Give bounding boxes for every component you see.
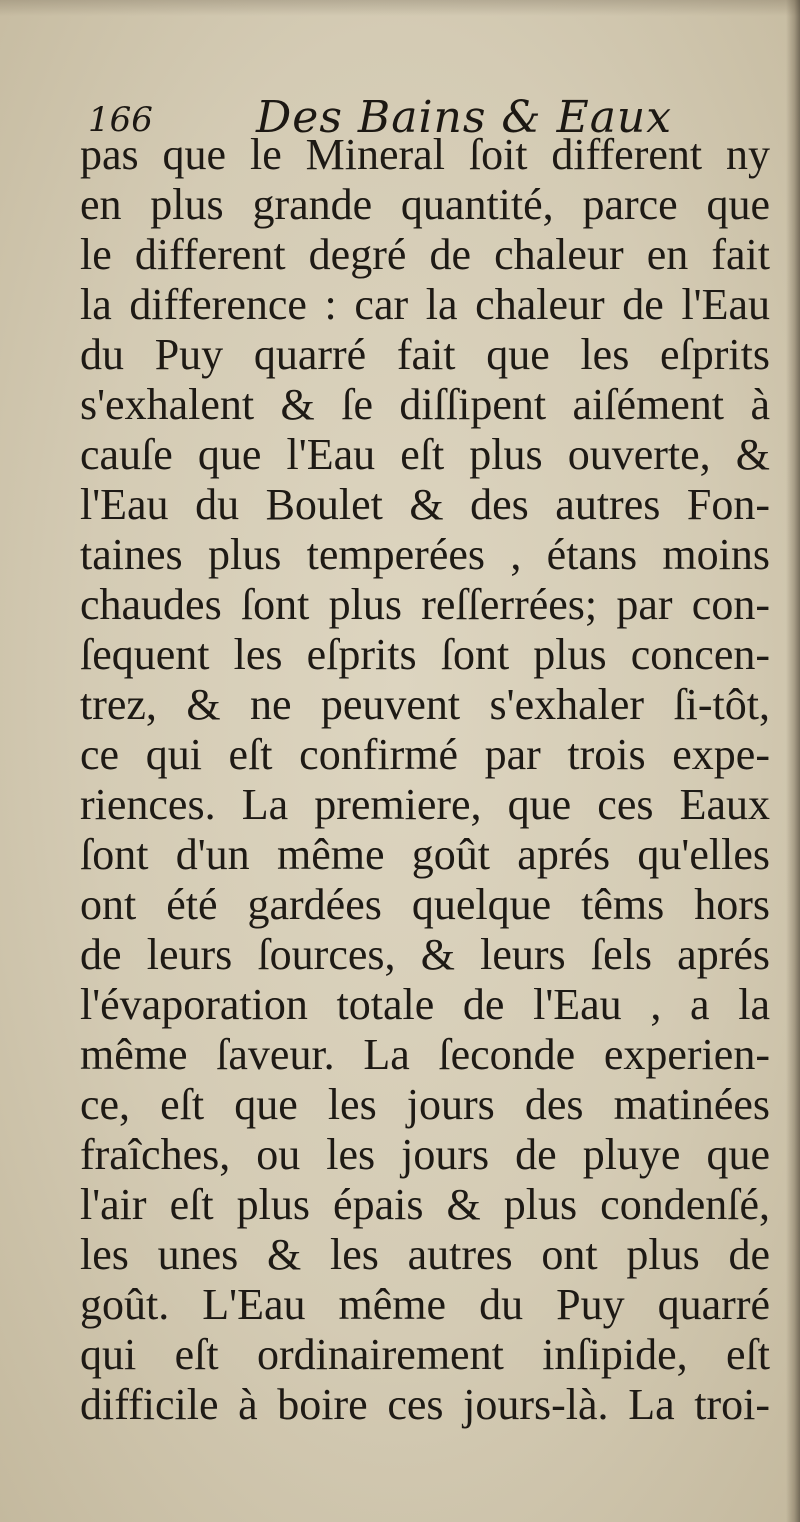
text-line: fraîches, ou les jours de pluye que [80,1130,770,1179]
text-line: ſont d'un même goût aprés qu'elles [80,830,770,879]
page-top-shadow [0,0,800,16]
text-line: de leurs ſources, & leurs ſels aprés [80,930,770,979]
text-line: le different degré de chaleur en fait [80,230,770,279]
text-line: la difference : car la chaleur de l'Eau [80,280,770,329]
text-line: trez, & ne peuvent s'exhaler ſi-tôt, [80,680,770,729]
text-line: chaudes ſont plus reſſerrées; par con- [80,580,770,629]
text-line: taines plus temperées , étans moins [80,530,770,579]
text-line: difficile à boire ces jours-là. La troi- [80,1380,770,1429]
page-number: 166 [88,100,153,140]
page-binding-edge [786,0,800,1522]
text-line: l'évaporation totale de l'Eau , a la [80,980,770,1029]
text-line: ce qui eſt confirmé par trois expe- [80,730,770,779]
text-line: l'Eau du Boulet & des autres Fon- [80,480,770,529]
text-line: en plus grande quantité, parce que [80,180,770,229]
text-line: riences. La premiere, que ces Eaux [80,780,770,829]
text-line: s'exhalent & ſe diſſipent aiſément à [80,380,770,429]
text-line: ce, eſt que les jours des matinées [80,1080,770,1129]
text-line: les unes & les autres ont plus de [80,1230,770,1279]
text-line: cauſe que l'Eau eſt plus ouverte, & [80,430,770,479]
text-line: l'air eſt plus épais & plus condenſé, [80,1180,770,1229]
text-line: qui eſt ordinairement inſipide, eſt [80,1330,770,1379]
running-head: Des Bains & Eaux [256,92,673,143]
text-line: du Puy quarré fait que les eſprits [80,330,770,379]
text-line: goût. L'Eau même du Puy quarré [80,1280,770,1329]
body-text [80,130,770,1430]
text-line: ont été gardées quelque têms hors [80,880,770,929]
text-line: pas que le Mineral ſoit different ny [80,130,770,179]
text-line: même ſaveur. La ſeconde experien- [80,1030,770,1079]
text-line: ſequent les eſprits ſont plus concen- [80,630,770,679]
